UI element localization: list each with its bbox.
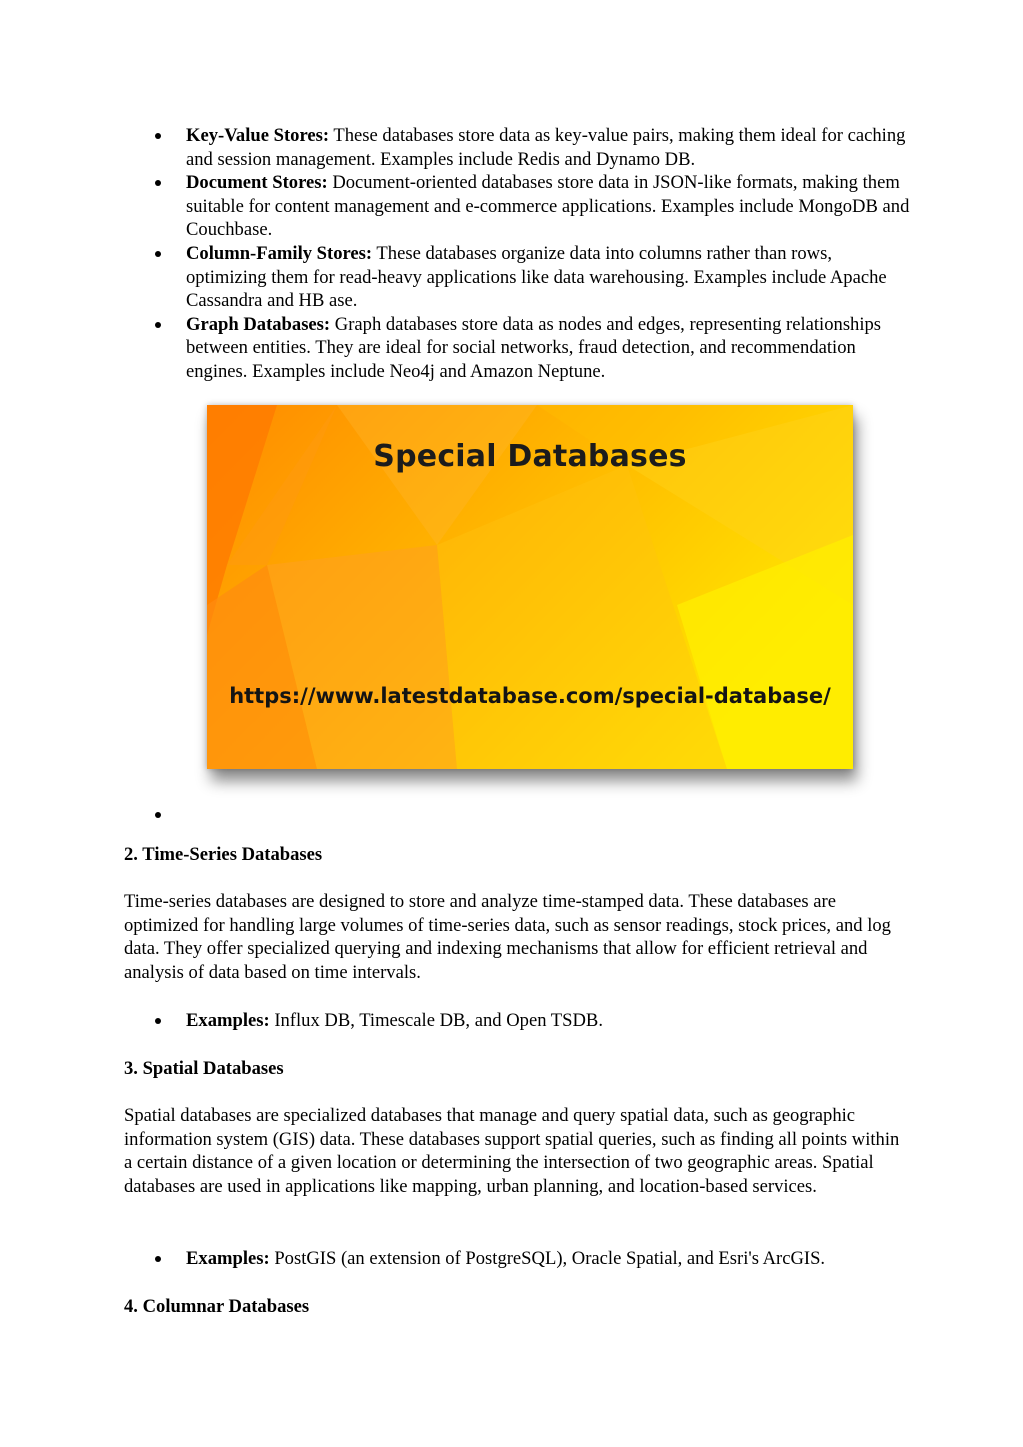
list-item-text: Document-oriented databases store data in JSON-like formats, making them suitable for content management and e-commerce applications. Examples include MongoDB and Couchbase. xyxy=(186,172,910,241)
list-item-text: PostGIS (an extension of PostgreSQL), Oracle Spatial, and Esri's ArcGIS. xyxy=(269,1248,826,1269)
section-paragraph-spatial: Spatial databases are specialized databases that manage and query spatial data, such as geographic information system (GIS) data. These databases support spatial queries, such as finding all points within a certain distance of a given location or determining the intersection of two geographic areas. Spatial databases are used in applications like mapping, urban planning, and location-based services. xyxy=(124,1105,900,1197)
list-item-text: These databases store data as key-value pairs, making them ideal for caching and session management. Examples include Redis and Dynamo DB. xyxy=(186,125,906,170)
list-item-text: Graph databases store data as nodes and edges, representing relationships between entities. They are ideal for social networks, fraud detection, and recommendation engines. Examples include Neo4j and Amazon Neptune. xyxy=(186,313,882,382)
list-item-text: These databases organize data into columns rather than rows, optimizing them for read-heavy applications like data warehousing. Examples include Apache Cassandra and HB ase. xyxy=(186,242,887,312)
banner-url: https://www.latestdatabase.com/special-database/ xyxy=(229,684,831,708)
empty-bullet xyxy=(155,812,161,818)
database-types-list xyxy=(124,124,914,384)
list-item-examples xyxy=(124,1009,914,1033)
section-heading-time-series: 2. Time-Series Databases xyxy=(124,844,323,865)
spatial-examples-list xyxy=(124,1247,914,1271)
section-heading-columnar: 4. Columnar Databases xyxy=(124,1296,310,1317)
list-item-term: Column-Family Stores: xyxy=(186,242,373,264)
list-item-graph xyxy=(124,313,914,384)
list-item-term: Document Stores: xyxy=(186,172,328,194)
special-databases-banner-image xyxy=(207,405,853,769)
list-item-term: Graph Databases: xyxy=(186,313,331,335)
list-item-column-family xyxy=(124,242,914,313)
time-series-examples-list xyxy=(124,1009,914,1033)
list-item-document xyxy=(124,171,914,242)
list-item-key-value xyxy=(124,124,914,171)
banner-title: Special Databases xyxy=(373,439,687,474)
list-item-term: Examples: xyxy=(186,1010,270,1031)
list-item-examples xyxy=(124,1247,914,1271)
section-paragraph-time-series: Time-series databases are designed to store and analyze time-stamped data. These databases are optimized for handling large volumes of time-series data, such as sensor readings, stock prices, and log data. They offer specialized querying and indexing mechanisms that allow for efficient retrieval and analysis of data based on time intervals. xyxy=(124,891,891,983)
section-heading-spatial: 3. Spatial Databases xyxy=(124,1058,284,1079)
list-item-term: Examples: xyxy=(186,1248,270,1269)
list-item-term: Key-Value Stores: xyxy=(186,125,330,146)
list-item-text: Influx DB, Timescale DB, and Open TSDB. xyxy=(269,1010,603,1031)
